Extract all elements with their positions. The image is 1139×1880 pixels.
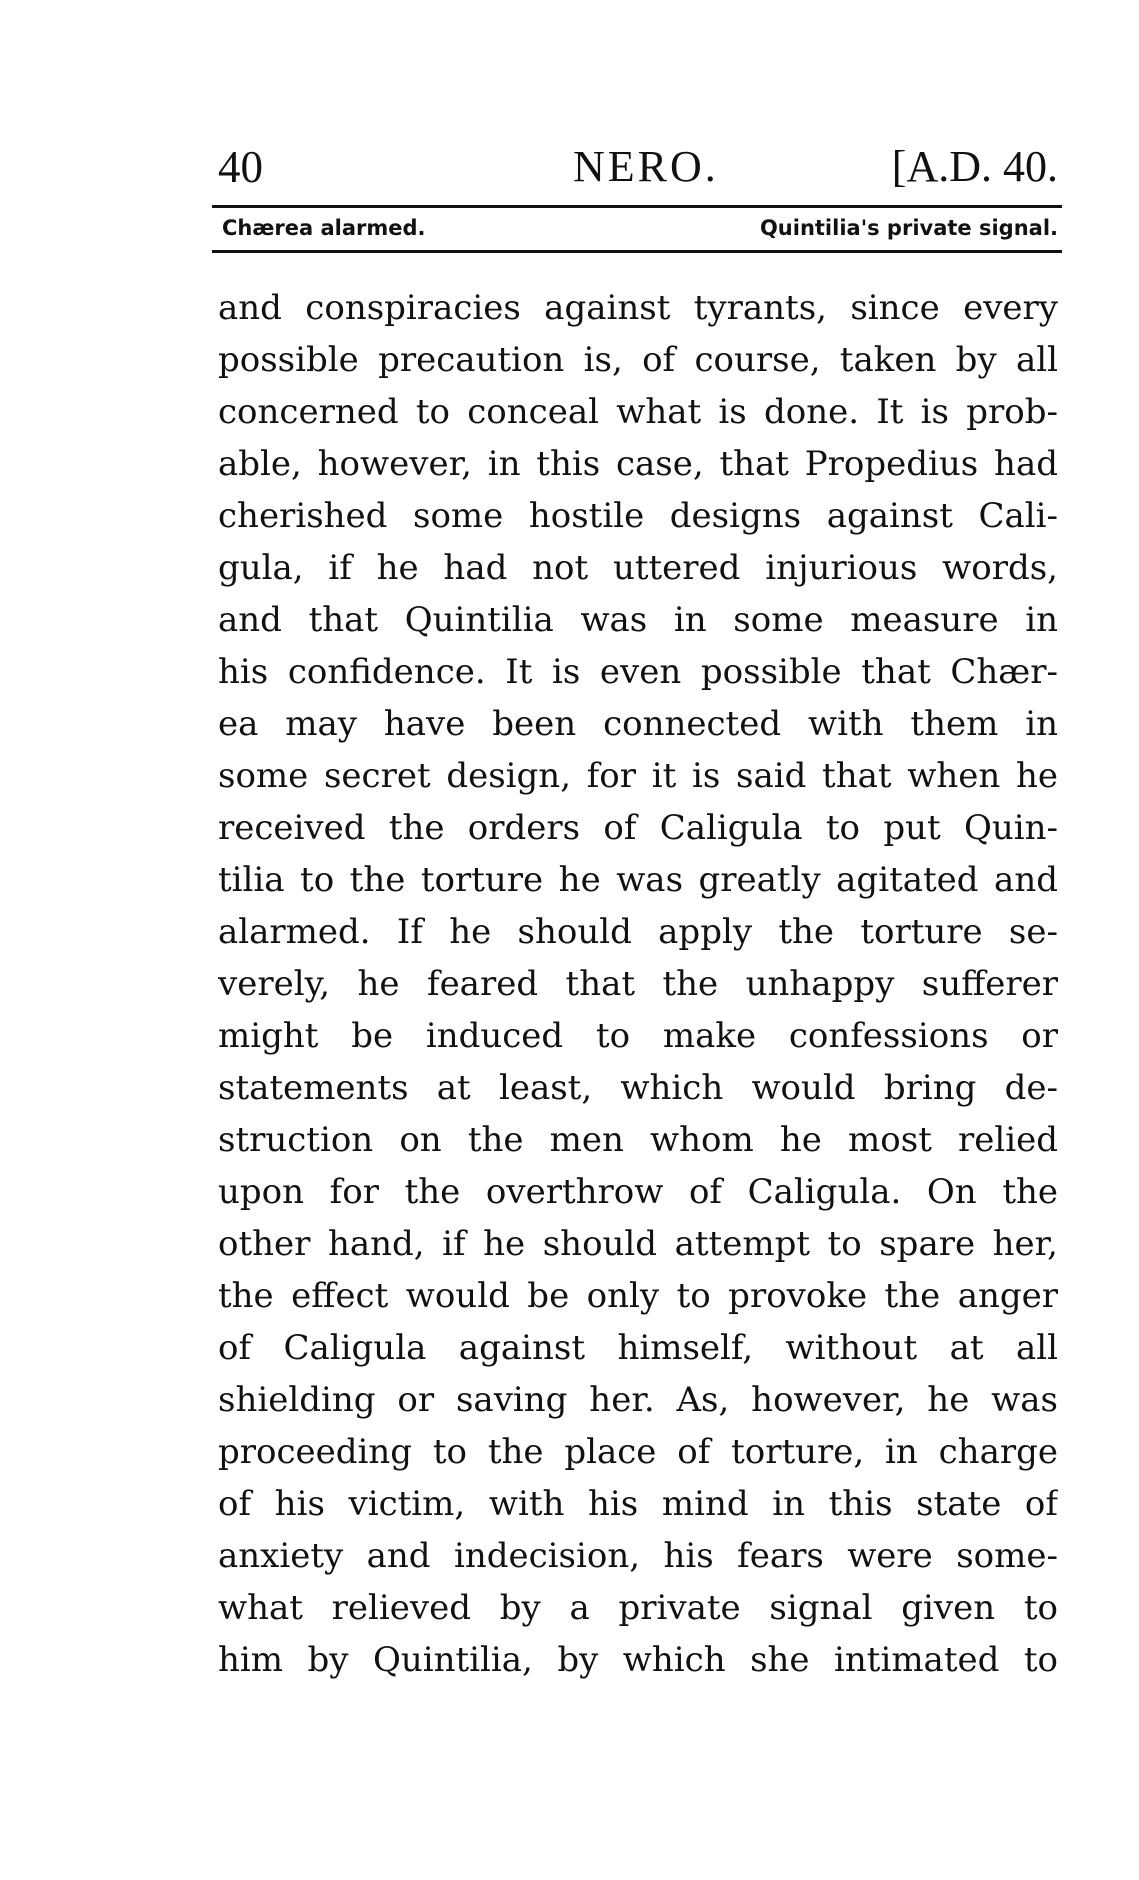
page-number: 40: [218, 142, 263, 192]
header-rule-bottom: [212, 250, 1062, 253]
text-line: gula, if he had not uttered injurious words,: [218, 548, 1058, 588]
text-line: and conspiracies against tyrants, since every: [218, 288, 1058, 328]
text-line: of his victim, with his mind in this state of: [218, 1484, 1058, 1524]
text-line: possible precaution is, of course, taken by all: [218, 340, 1058, 380]
text-line: and that Quintilia was in some measure in: [218, 600, 1058, 640]
text-line: other hand, if he should attempt to spare her,: [218, 1224, 1058, 1264]
running-title: NERO.: [573, 142, 719, 191]
sidenote-right: Quintilia's private signal.: [759, 216, 1058, 240]
text-line: anxiety and indecision, his fears were some-: [218, 1536, 1058, 1576]
header-rule-top: [212, 205, 1062, 208]
running-date: [A.D. 40.: [891, 142, 1058, 191]
text-line: him by Quintilia, by which she intimated to: [218, 1640, 1058, 1680]
text-line: ea may have been connected with them in: [218, 704, 1058, 744]
text-line: upon for the overthrow of Caligula. On the: [218, 1172, 1058, 1212]
text-line: able, however, in this case, that Propedius had: [218, 444, 1058, 484]
sidenote-left: Chærea alarmed.: [222, 216, 426, 240]
text-line: concerned to conceal what is done. It is prob-: [218, 392, 1058, 432]
text-line: tilia to the torture he was greatly agitated and: [218, 860, 1058, 900]
text-line: cherished some hostile designs against Cali-: [218, 496, 1058, 536]
sidenote-bar: [212, 211, 1062, 245]
body-text: [218, 282, 1058, 1686]
text-line: of Caligula against himself, without at all: [218, 1328, 1058, 1368]
text-line: proceeding to the place of torture, in charge: [218, 1432, 1058, 1472]
text-line: statements at least, which would bring de-: [218, 1068, 1058, 1108]
text-line: the effect would be only to provoke the anger: [218, 1276, 1058, 1316]
text-line: shielding or saving her. As, however, he was: [218, 1380, 1058, 1420]
text-line: his confidence. It is even possible that Chær-: [218, 652, 1058, 692]
text-line: verely, he feared that the unhappy sufferer: [218, 964, 1058, 1004]
text-line: some secret design, for it is said that when he: [218, 756, 1058, 796]
text-line: received the orders of Caligula to put Quin-: [218, 808, 1058, 848]
text-line: might be induced to make confessions or: [218, 1016, 1058, 1056]
page-header: [218, 142, 1058, 202]
text-line: what relieved by a private signal given to: [218, 1588, 1058, 1628]
text-line: alarmed. If he should apply the torture se-: [218, 912, 1058, 952]
text-line: struction on the men whom he most relied: [218, 1120, 1058, 1160]
